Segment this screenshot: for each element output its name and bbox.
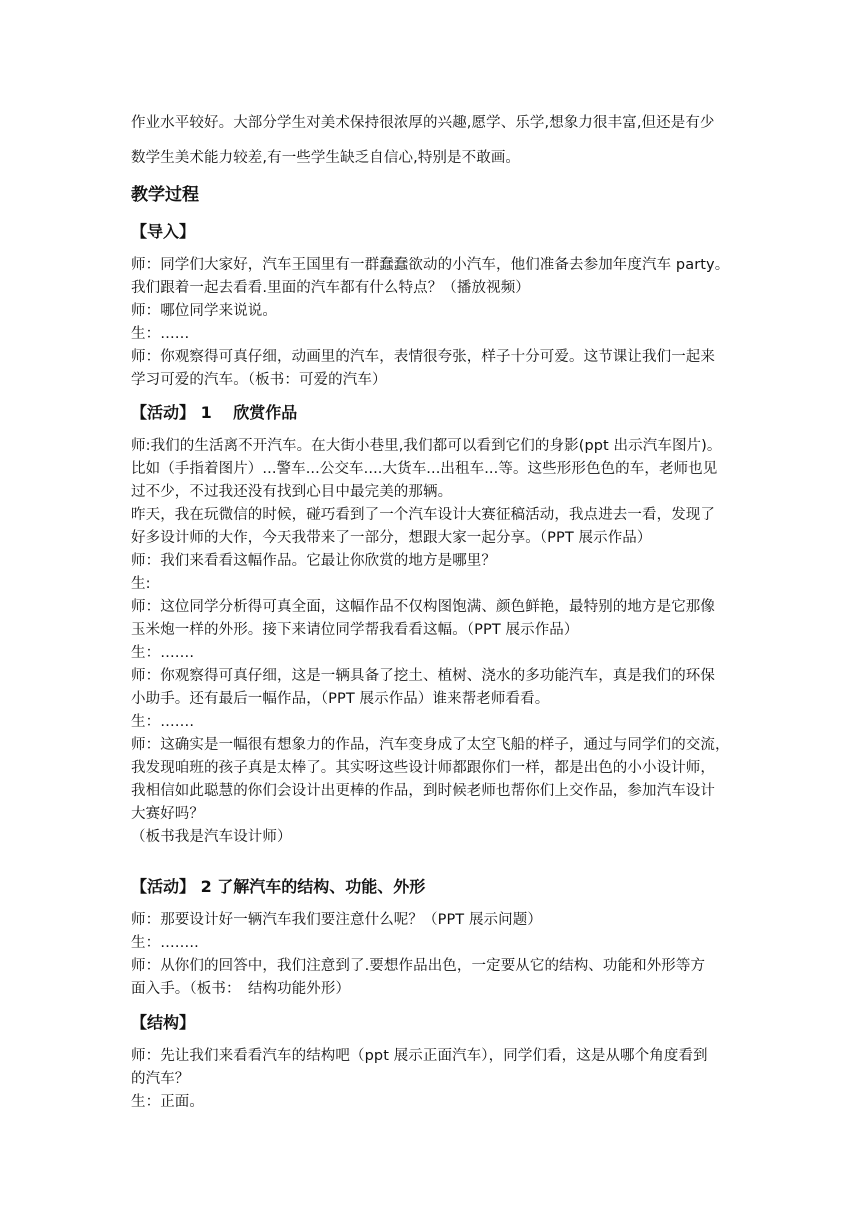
section-heading: 【导入】 [131, 222, 196, 241]
text-line: 生：……. [131, 645, 195, 661]
text-line: 师：我们来看看这幅作品。它最让你欣赏的地方是哪里？ [131, 553, 496, 569]
text-line: 生：……. [131, 714, 195, 730]
text-line: 比如（手指着图片）...警车...公交车....大货车...出租车...等。这些形形色色的车，老师也见 [131, 461, 718, 477]
text-line: 生：…… [131, 326, 190, 342]
text-line: 师：同学们大家好，汽车王国里有一群蠢蠢欲动的小汽车，他们准备去参加年度汽车 party。 [131, 257, 730, 273]
text-line: 作业水平较好。大部分学生对美术保持很浓厚的兴趣,愿学、乐学,想象力很丰富,但还是有少 [131, 115, 715, 131]
text-line: 师：这位同学分析得可真全面，这幅作品不仅构图饱满、颜色鲜艳，最特别的地方是它那像 [131, 599, 715, 615]
section-heading: 【活动】 2 了解汽车的结构、功能、外形 [131, 877, 426, 896]
text-line: 生：正面。 [131, 1094, 204, 1110]
text-line: 师：这确实是一幅很有想象力的作品，汽车变身成了太空飞船的样子，通过与同学们的交流， [131, 737, 730, 753]
text-line: 生：…….. [131, 935, 199, 951]
text-line: 师：先让我们来看看汽车的结构吧（ppt 展示正面汽车），同学们看，这是从哪个角度看到 [131, 1048, 708, 1064]
text-line: 面入手。（板书： 结构功能外形） [131, 981, 351, 997]
text-line: 小助手。还有最后一幅作品，（PPT 展示作品）谁来帮老师看看。 [131, 691, 550, 707]
text-line: 师：你观察得可真仔细，这是一辆具备了挖土、植树、浇水的多功能汽车，真是我们的环保 [131, 668, 715, 684]
section-heading: 教学过程 [131, 185, 199, 205]
text-line: 师：从你们的回答中，我们注意到了.要想作品出色，一定要从它的结构、功能和外形等方 [131, 958, 706, 974]
text-line: 的汽车？ [131, 1071, 190, 1087]
text-line: 大赛好吗？ [131, 806, 204, 822]
text-line: 昨天，我在玩微信的时候，碰巧看到了一个汽车设计大赛征稿活动，我点进去一看，发现了 [131, 507, 715, 523]
text-line: （板书我是汽车设计师） [131, 829, 292, 845]
text-line: 师：那要设计好一辆汽车我们要注意什么呢？（PPT 展示问题） [131, 912, 542, 928]
text-line: 师：哪位同学来说说。 [131, 303, 277, 319]
text-line: 我发现咱班的孩子真是太棒了。其实呀这些设计师都跟你们一样，都是出色的小小设计师， [131, 760, 715, 776]
text-line: 师:我们的生活离不开汽车。在大街小巷里,我们都可以看到它们的身影(ppt 出示汽车图片)。 [131, 438, 722, 454]
text-line: 生: [131, 576, 151, 592]
text-line: 数学生美术能力较差,有一些学生缺乏自信心,特别是不敢画。 [131, 150, 521, 166]
section-heading: 【活动】 1 欣赏作品 [131, 403, 298, 422]
text-line: 玉米炮一样的外形。接下来请位同学帮我看看这幅。（PPT 展示作品） [131, 622, 579, 638]
text-line: 我们跟着一起去看看.里面的汽车都有什么特点？（播放视频） [131, 280, 530, 296]
text-line: 好多设计师的大作，今天我带来了一部分，想跟大家一起分享。（PPT 展示作品） [131, 530, 652, 546]
text-line: 过不少，不过我还没有找到心目中最完美的那辆。 [131, 484, 453, 500]
text-line: 我相信如此聪慧的你们会设计出更棒的作品，到时候老师也帮你们上交作品，参加汽车设计 [131, 783, 715, 799]
text-line: 学习可爱的汽车。（板书：可爱的汽车） [131, 372, 387, 388]
section-heading: 【结构】 [131, 1013, 196, 1032]
text-line: 师：你观察得可真仔细，动画里的汽车，表情很夸张，样子十分可爱。这节课让我们一起来 [131, 349, 715, 365]
